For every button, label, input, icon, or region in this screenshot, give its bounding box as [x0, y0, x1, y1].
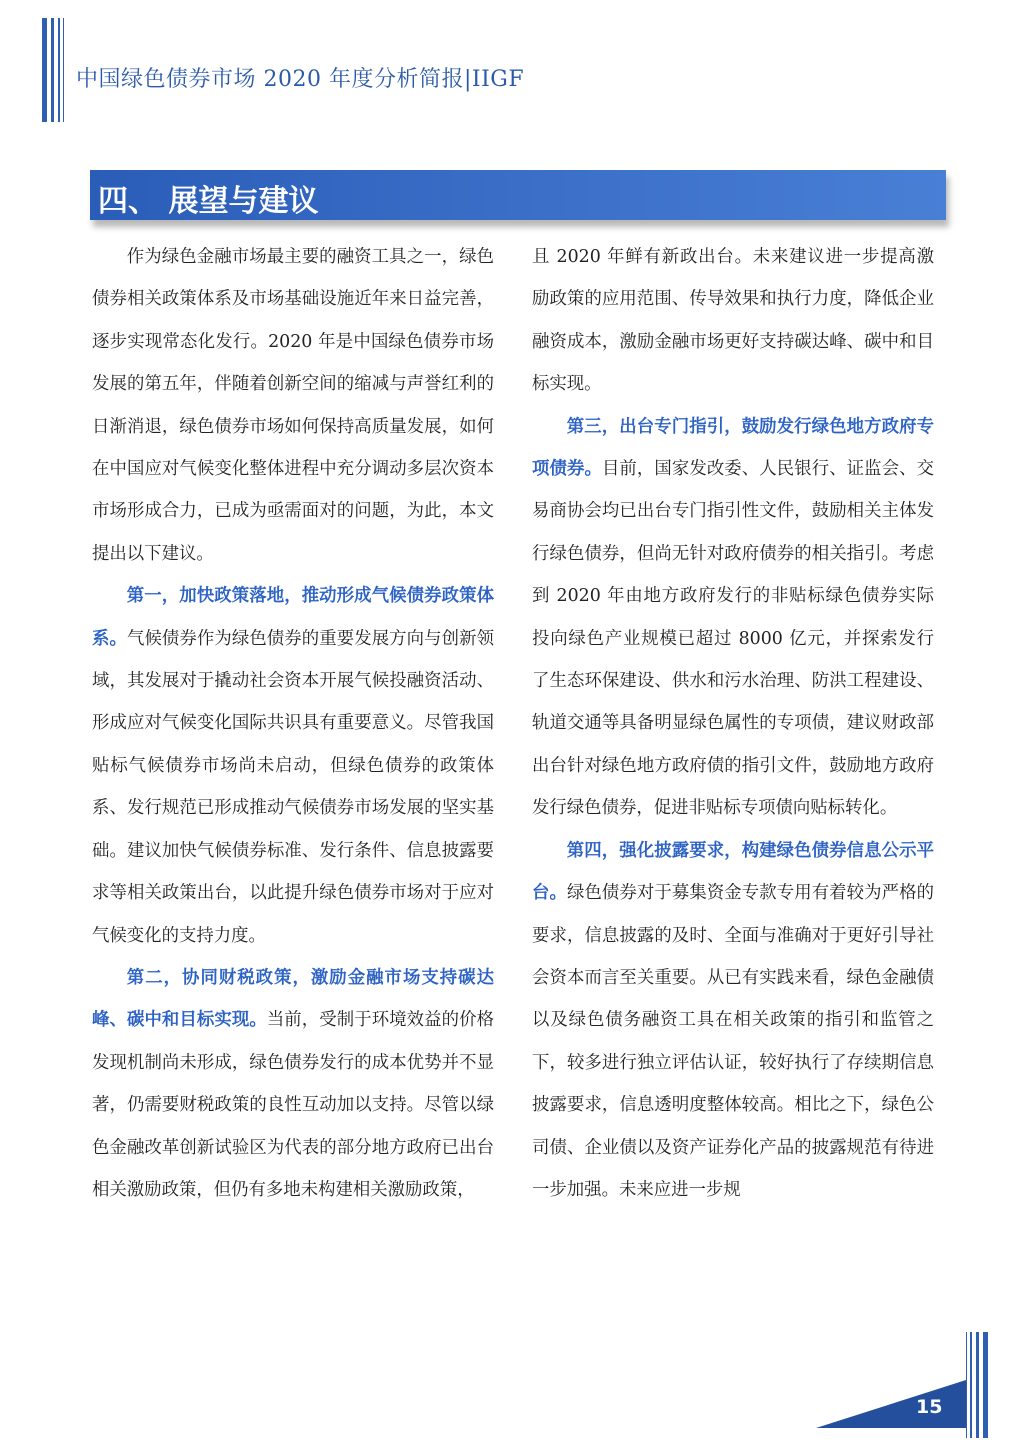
recommendation-2-body: 当前，受制于环境效益的价格发现机制尚未形成，绿色债券发行的成本优势并不显著，仍需要财税政策的良性互动加以支持。尽管以绿色金融改革创新试验区为代表的部分地方政府已出台相关激励政策，但仍有多地未构建相关激励政策， — [92, 1010, 494, 1200]
recommendation-4-body: 绿色债券对于募集资金专款专用有着较为严格的要求，信息披露的及时、全面与准确对于更好引导社会资本而言至关重要。从已有实践来看，绿色金融债以及绿色债务融资工具在相关政策的指引和监管之下，较多进行独立评估认证，较好执行了存续期信息披露要求，信息透明度整体较高。相比之下，绿色公司债、企业债以及资产证券化产品的披露规范有待进一步加强。未来应进一步规 — [532, 883, 934, 1200]
header-decorative-bars — [42, 18, 64, 122]
recommendation-1-heading: 第一，加快政策落地，推动形成气候债券政策体系。 — [92, 586, 494, 649]
header-title: 中国绿色债券市场 2020 年度分析简报|IIGF — [76, 67, 525, 92]
recommendation-1-body: 气候债券作为绿色债券的重要发展方向与创新领域，其发展对于撬动社会资本开展气候投融资活动、形成应对气候变化国际共识具有重要意义。尽管我国贴标气候债券市场尚未启动，但绿色债券的政策体系、发行规范已形成推动气候债券市场发展的坚实基础。建议加快气候债券标准、发行条件、信息披露要求等相关政策出台，以此提升绿色债券市场对于应对气候变化的支持力度。 — [92, 628, 494, 946]
intro-paragraph — [92, 236, 494, 575]
footer-decorative-bars — [966, 1332, 990, 1438]
recommendation-2-paragraph — [92, 957, 494, 1211]
page-number: 15 — [916, 1396, 943, 1418]
section-title: 四、 展望与建议 — [98, 184, 319, 219]
recommendation-3-body: 目前，国家发改委、人民银行、证监会、交易商协会均已出台专门指引性文件，鼓励相关主体发行绿色债券，但尚无针对政府债券的相关指引。考虑到 2020 年由地方政府发行的非贴标绿色债券实际投向绿色产业规模已超过 8000 亿元，并探索发行了生态环保建设、供水和污水治理、防洪工程建设、轨道交通等具备明显绿色属性的专项债，建议财政部出台针对绿色地方政府债的指引文件，鼓励地方政府发行绿色债券，促进非贴标专项债向贴标转化。 — [532, 459, 934, 819]
intro-text: 作为绿色金融市场最主要的融资工具之一，绿色债券相关政策体系及市场基础设施近年来日益完善，逐步实现常态化发行。2020 年是中国绿色债券市场发展的第五年，伴随着创新空间的缩减与声誉红利的日渐消退，绿色债券市场如何保持高质量发展，如何在中国应对气候变化整体进程中充分调动多层次资本市场形成合力，已成为亟需面对的问题，为此，本文提出以下建议。 — [92, 247, 494, 564]
recommendation-3-paragraph — [532, 406, 934, 830]
right-column — [532, 236, 934, 1211]
recommendation-3-heading: 第三，出台专门指引，鼓励发行绿色地方政府专项债券。 — [532, 416, 934, 480]
page-number-triangle — [816, 1380, 966, 1428]
recommendation-2-heading: 第二，协同财税政策，激励金融市场支持碳达峰、碳中和目标实现。 — [92, 967, 494, 1031]
continued-paragraph — [532, 236, 934, 406]
recommendation-1-paragraph — [92, 575, 494, 957]
recommendation-4-heading: 第四，强化披露要求，构建绿色债券信息公示平台。 — [532, 840, 934, 904]
continued-text: 且 2020 年鲜有新政出台。未来建议进一步提高激励政策的应用范围、传导效果和执行力度，降低企业融资成本，激励金融市场更好支持碳达峰、碳中和目标实现。 — [532, 247, 934, 395]
left-column — [92, 236, 494, 1211]
section-banner — [90, 170, 946, 220]
recommendation-4-paragraph — [532, 830, 934, 1212]
